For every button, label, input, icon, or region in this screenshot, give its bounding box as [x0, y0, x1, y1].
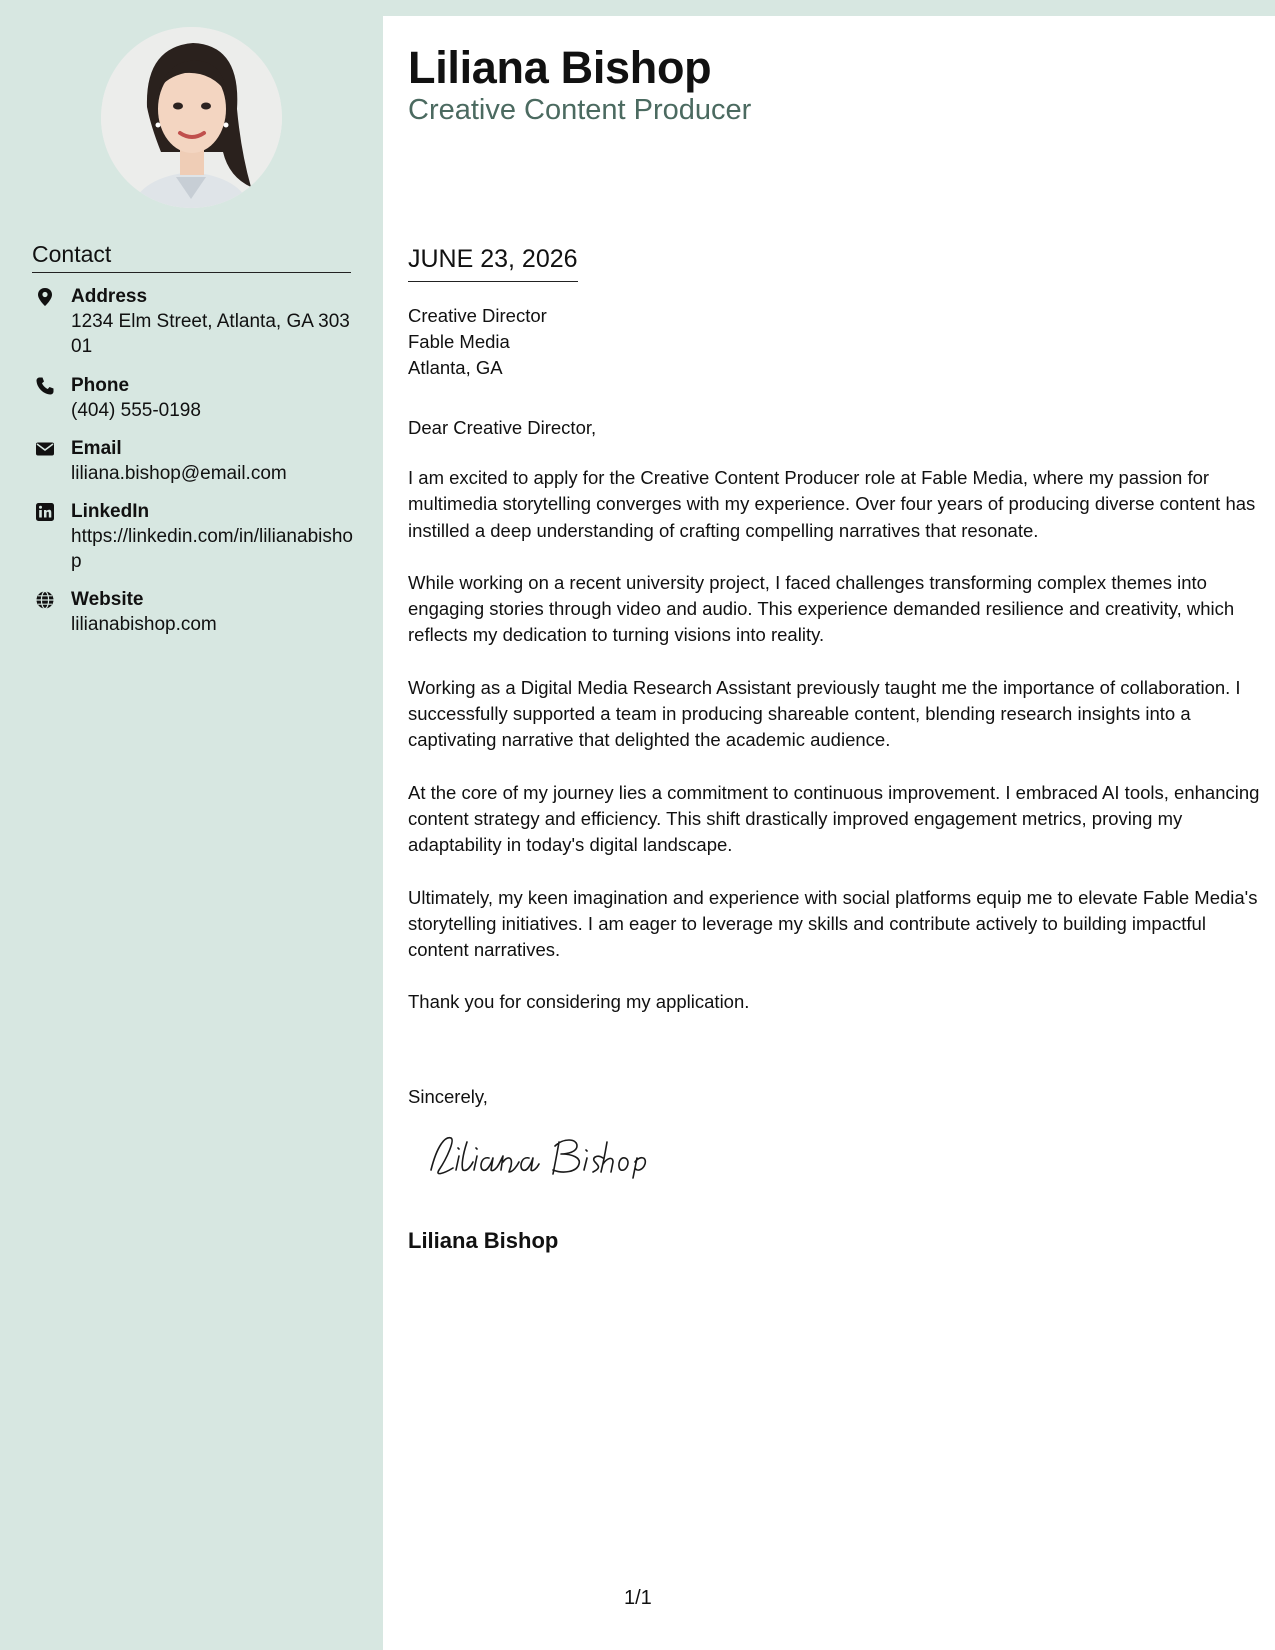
- letter-body: [408, 465, 1270, 1042]
- phone-value: (404) 555-0198: [71, 400, 201, 421]
- page-number: 1/1: [624, 1587, 652, 1609]
- body-paragraph: Ultimately, my keen imagination and experience with social platforms equip me to elevate Fable Media's storytelling initiatives. I am eager to leverage my skills and contribute actively to building impactful content narratives.: [408, 886, 1258, 961]
- salutation: Dear Creative Director,: [408, 417, 597, 438]
- profile-photo: [101, 27, 282, 208]
- contact-heading: Contact: [32, 241, 351, 273]
- linkedin-label: LinkedIn: [71, 501, 150, 522]
- recipient-location: Atlanta, GA: [408, 357, 503, 378]
- handwritten-signature: [423, 1126, 663, 1186]
- email-label: Email: [71, 438, 122, 459]
- sidebar: [0, 0, 383, 1650]
- envelope-icon: [35, 439, 55, 459]
- body-paragraph: Working as a Digital Media Research Assistant previously taught me the importance of collaboration. I successfully supported a team in producing shareable content, blending research insights into a captivating narrative that delighted the academic audience.: [408, 676, 1241, 751]
- letter-date: JUNE 23, 2026: [408, 245, 578, 282]
- map-pin-icon: [35, 287, 55, 307]
- letter-page: [383, 16, 1275, 1650]
- recipient-company: Fable Media: [408, 331, 510, 352]
- linkedin-value[interactable]: https://linkedin.com/in/lilianabishop: [71, 526, 353, 572]
- recipient-title: Creative Director: [408, 305, 547, 326]
- linkedin-icon: [35, 502, 55, 522]
- globe-icon: [35, 590, 55, 610]
- email-value[interactable]: liliana.bishop@email.com: [71, 463, 287, 484]
- phone-label: Phone: [71, 375, 130, 396]
- applicant-role: Creative Content Producer: [408, 94, 752, 126]
- body-paragraph: Thank you for considering my application.: [408, 991, 750, 1013]
- body-paragraph: I am excited to apply for the Creative Content Producer role at Fable Media, where my passion for multimedia storytelling converges with my experience. Over four years of producing diverse content has instilled a deep understanding of crafting compelling narratives that resonate.: [408, 467, 1256, 541]
- applicant-name: Liliana Bishop: [408, 42, 712, 93]
- signer-name: Liliana Bishop: [408, 1228, 559, 1253]
- address-value: 1234 Elm Street, Atlanta, GA 30301: [71, 311, 350, 357]
- closing: Sincerely,: [408, 1086, 488, 1107]
- website-label: Website: [71, 589, 144, 610]
- recipient-block: [408, 303, 547, 381]
- body-paragraph: While working on a recent university project, I faced challenges transforming complex themes into engaging stories through video and audio. This experience demanded resilience and creativity, which reflects my dedication to turning visions into reality.: [408, 571, 1235, 646]
- website-value[interactable]: lilianabishop.com: [71, 614, 217, 635]
- phone-icon: [35, 376, 55, 396]
- address-label: Address: [71, 286, 148, 307]
- body-paragraph: At the core of my journey lies a commitment to continuous improvement. I embraced AI tools, enhancing content strategy and efficiency. This shift drastically improved engagement metrics, proving my adaptability in today's digital landscape.: [408, 781, 1260, 856]
